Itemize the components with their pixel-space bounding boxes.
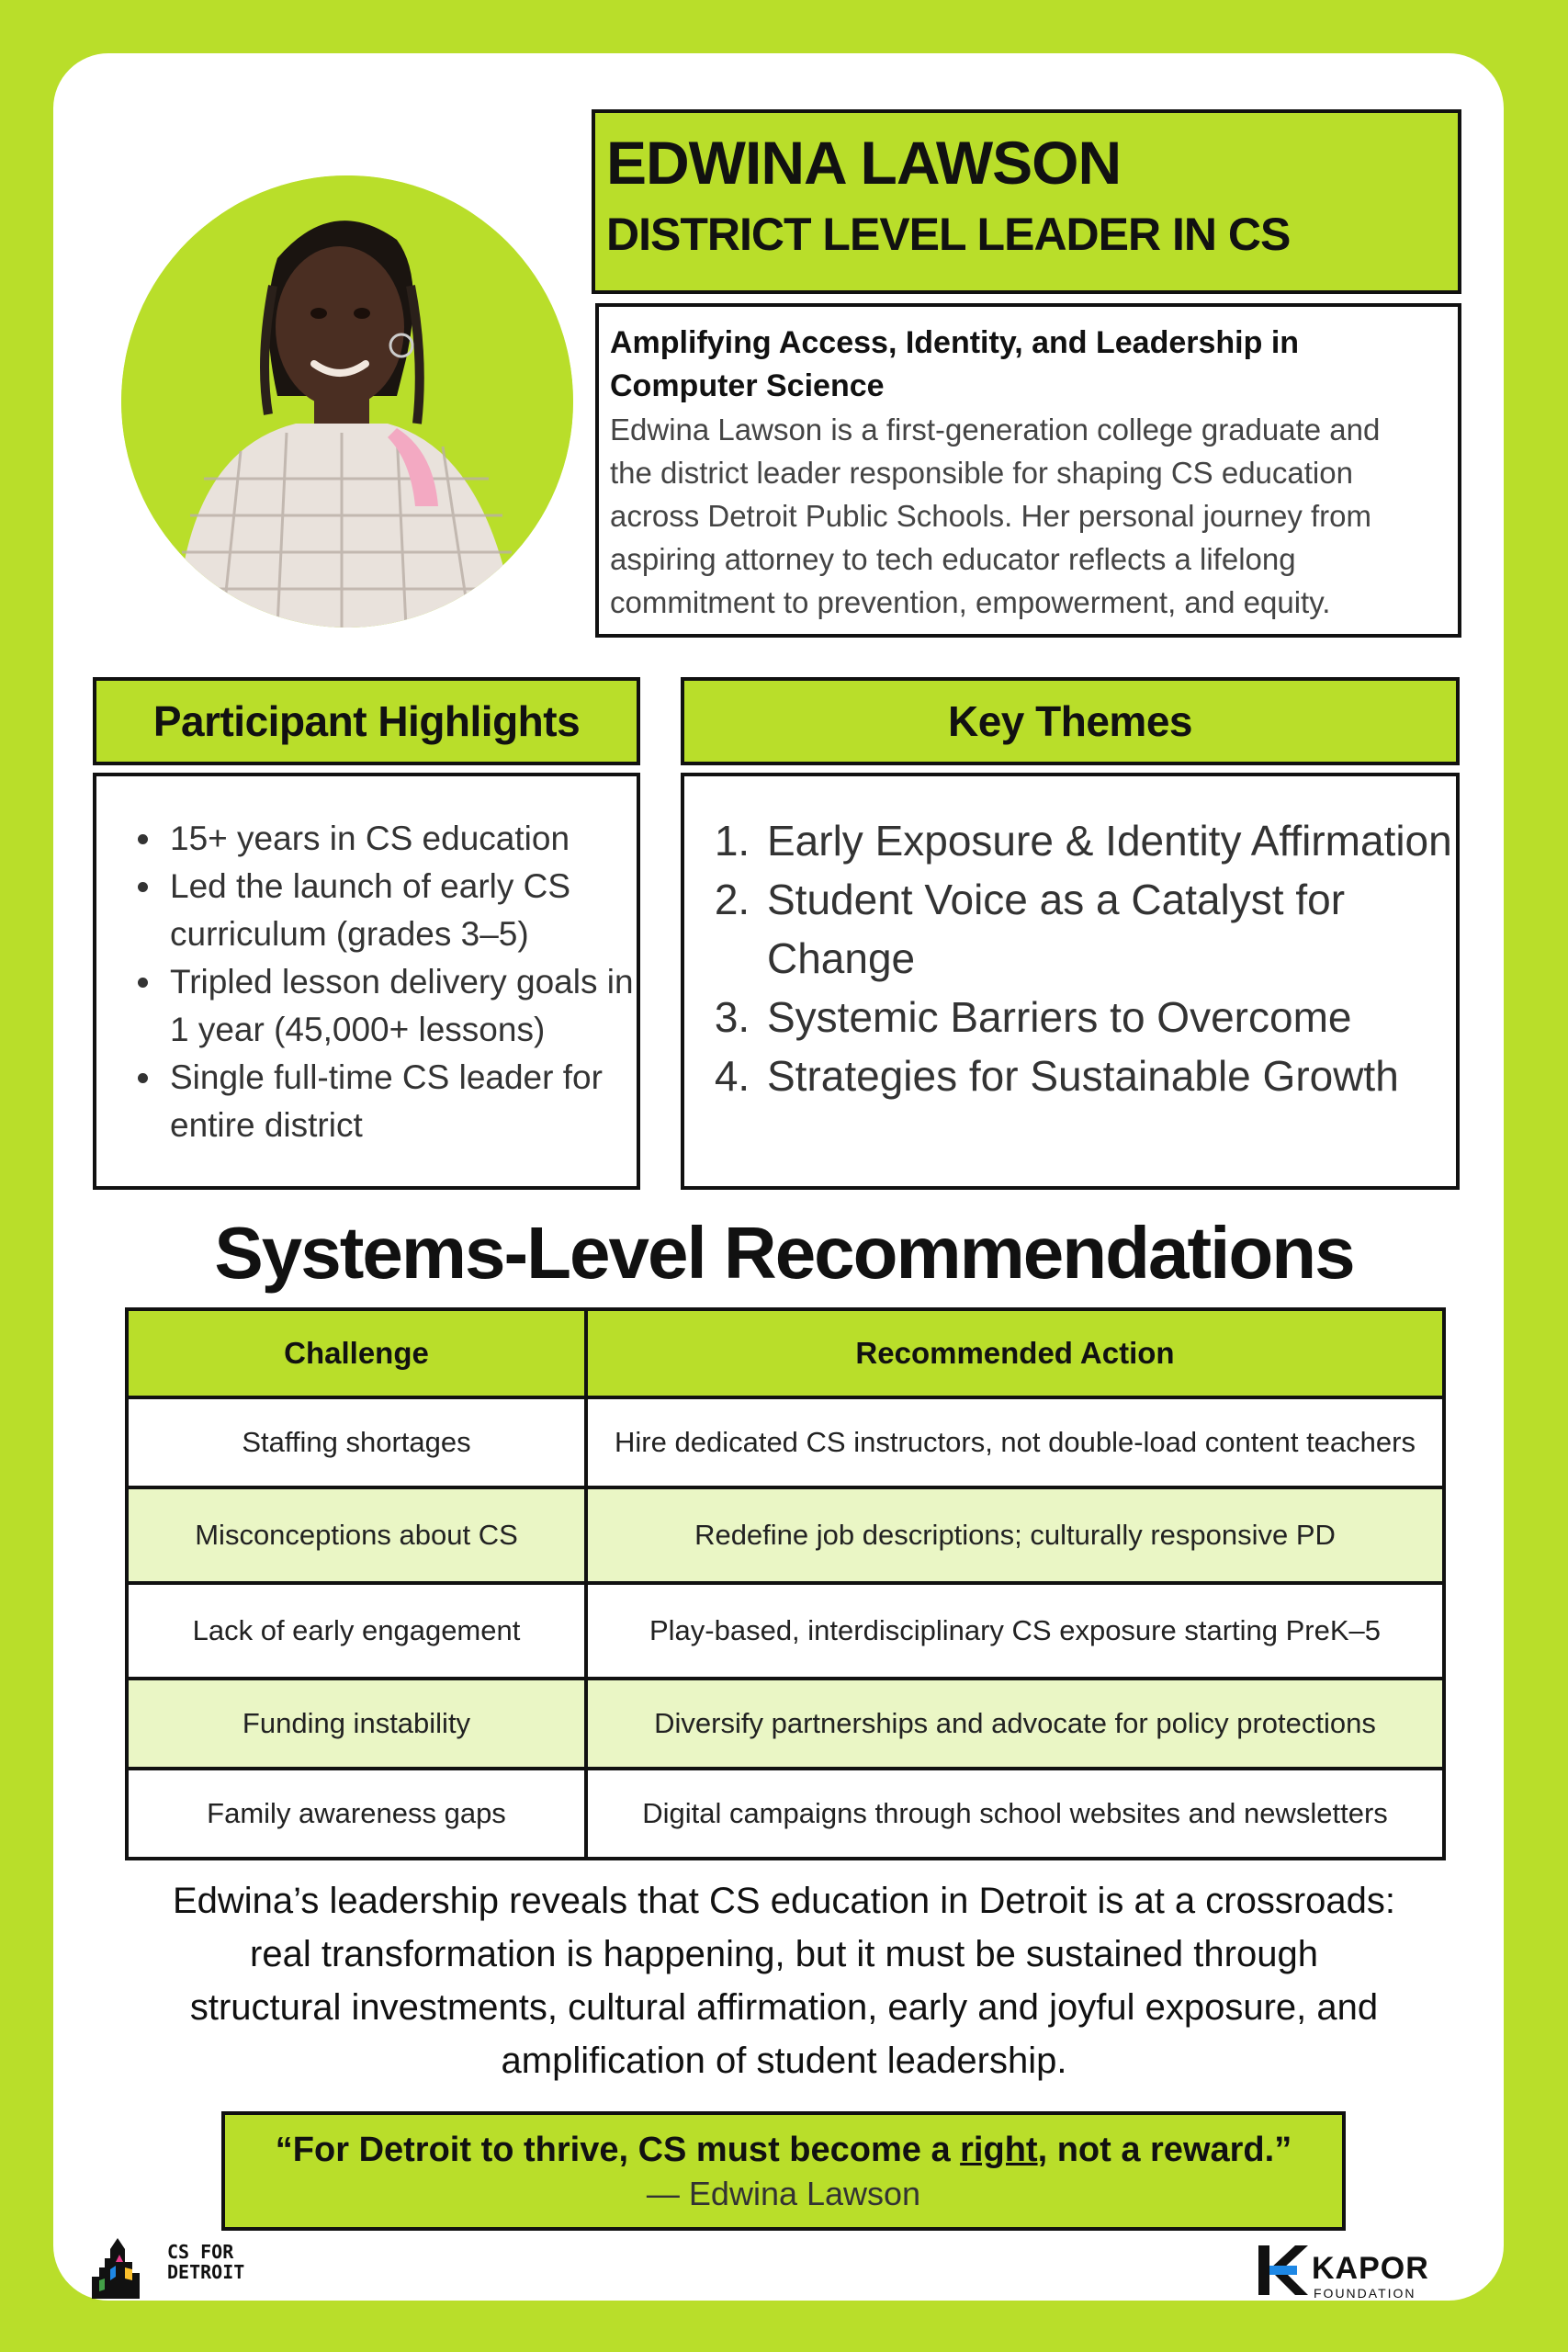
bio-heading-line-1: Amplifying Access, Identity, and Leadership in xyxy=(610,325,1300,360)
kapor-k-icon xyxy=(1255,2242,1312,2299)
bio-box xyxy=(595,303,1461,638)
highlight-item: • 15+ years in CS education xyxy=(164,815,637,863)
highlights-box xyxy=(93,773,640,1190)
highlights-list xyxy=(96,776,637,1149)
action-cell: Redefine job descriptions; culturally responsive PD xyxy=(586,1487,1444,1583)
quote-emphasis: right xyxy=(960,2131,1038,2169)
person-role: DISTRICT LEVEL LEADER IN CS xyxy=(606,209,1291,260)
quote-box xyxy=(221,2111,1346,2231)
table-row xyxy=(127,1487,1444,1583)
logo-left-line-2: DETROIT xyxy=(167,2261,245,2283)
bio-text-line: the district leader responsible for shaping CS education xyxy=(610,456,1353,490)
table-row xyxy=(127,1397,1444,1487)
themes-box xyxy=(681,773,1460,1190)
challenge-cell: Family awareness gaps xyxy=(127,1769,586,1859)
table-header-row xyxy=(127,1309,1444,1397)
recommendations-table xyxy=(125,1307,1446,1860)
summary-line: structural investments, cultural affirmation, early and joyful exposure, and xyxy=(189,1987,1379,2028)
challenge-cell: Lack of early engagement xyxy=(127,1583,586,1679)
challenge-cell: Staffing shortages xyxy=(127,1397,586,1487)
theme-item: 2. Student Voice as a Catalyst for Change xyxy=(761,870,1456,988)
quote-text-end: , not a reward.” xyxy=(1037,2131,1292,2169)
column-header-challenge: Challenge xyxy=(127,1309,586,1397)
highlight-item: • Led the launch of early CS curriculum (grades 3–5) xyxy=(164,863,637,958)
person-name: EDWINA LAWSON xyxy=(606,129,1122,197)
logo-right-name: KAPOR xyxy=(1312,2251,1429,2286)
highlight-item: • Single full-time CS leader for entire district xyxy=(164,1054,637,1149)
quote-author: — Edwina Lawson xyxy=(646,2175,921,2212)
action-cell: Hire dedicated CS instructors, not double-load content teachers xyxy=(586,1397,1444,1487)
highlights-title: Participant Highlights xyxy=(93,677,640,765)
summary-line: amplification of student leadership. xyxy=(501,2041,1067,2081)
challenge-cell: Misconceptions about CS xyxy=(127,1487,586,1583)
challenge-cell: Funding instability xyxy=(127,1679,586,1769)
summary-line: real transformation is happening, but it must be sustained through xyxy=(250,1934,1318,1974)
portrait-photo xyxy=(121,175,573,628)
theme-item: 3. Systemic Barriers to Overcome xyxy=(761,988,1456,1046)
action-cell: Diversify partnerships and advocate for policy protections xyxy=(586,1679,1444,1769)
theme-item: 4. Strategies for Sustainable Growth xyxy=(761,1046,1456,1105)
name-header xyxy=(592,109,1461,294)
theme-item: 1. Early Exposure & Identity Affirmation xyxy=(761,811,1456,870)
table-row xyxy=(127,1769,1444,1859)
summary-line: Edwina’s leadership reveals that CS education in Detroit is at a crossroads: xyxy=(172,1881,1396,1921)
logo-left-line-1: CS FOR xyxy=(167,2241,234,2263)
quote-text xyxy=(225,2128,1342,2172)
cs-for-detroit-logo xyxy=(92,2222,276,2302)
themes-list xyxy=(684,776,1456,1105)
bio-text-line: aspiring attorney to tech educator reflects a lifelong xyxy=(610,542,1296,576)
action-cell: Digital campaigns through school websites and newsletters xyxy=(586,1769,1444,1859)
bio-text-line: across Detroit Public Schools. Her personal journey from xyxy=(610,499,1372,533)
column-header-action: Recommended Action xyxy=(586,1309,1444,1397)
table-row xyxy=(127,1583,1444,1679)
logo-right-sub: FOUNDATION xyxy=(1314,2286,1416,2301)
portrait-illustration xyxy=(121,175,573,628)
bio-text-line: Edwina Lawson is a first-generation college graduate and xyxy=(610,413,1381,447)
recommendations-title: Systems-Level Recommendations xyxy=(214,1212,1354,1294)
bio-heading-line-2: Computer Science xyxy=(610,368,885,403)
action-cell: Play-based, interdisciplinary CS exposure starting PreK–5 xyxy=(586,1583,1444,1679)
highlight-item: • Tripled lesson delivery goals in 1 year (45,000+ lessons) xyxy=(164,958,637,1054)
themes-title: Key Themes xyxy=(681,677,1460,765)
quote-text-start: “For Detroit to thrive, CS must become a xyxy=(275,2131,961,2169)
summary-paragraph xyxy=(101,1874,1467,2087)
table-row xyxy=(127,1679,1444,1769)
bio-text-line: commitment to prevention, empowerment, and equity. xyxy=(610,585,1331,619)
kapor-foundation-logo xyxy=(1255,2242,1448,2306)
